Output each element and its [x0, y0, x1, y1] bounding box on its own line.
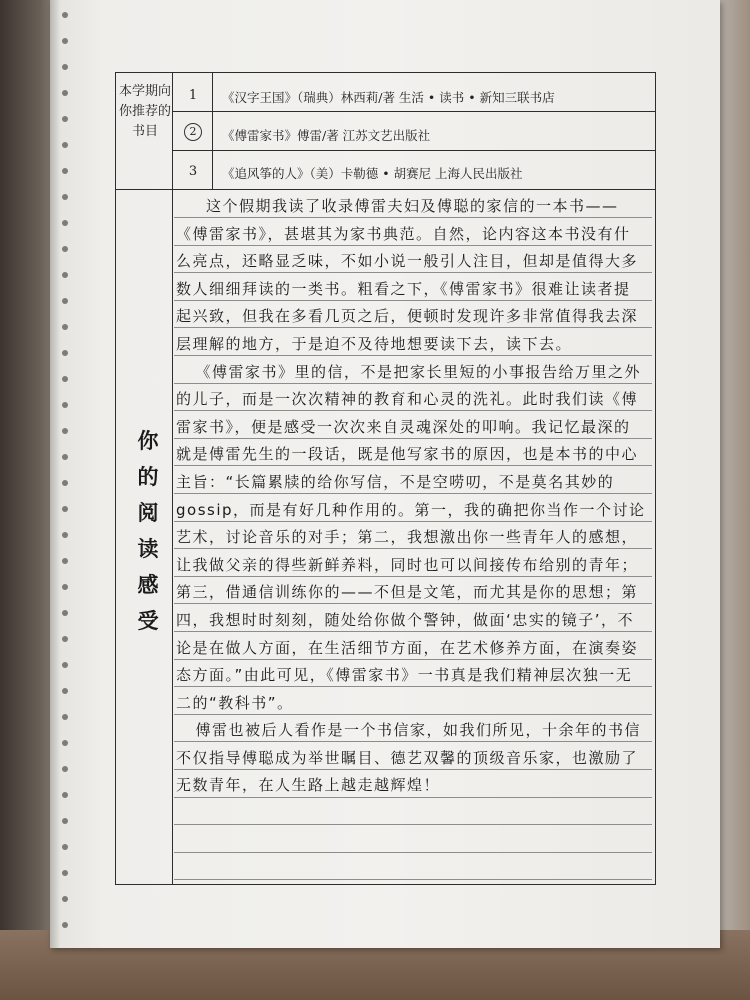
table-left-border	[115, 72, 116, 885]
binding-hole	[62, 246, 68, 252]
binding-hole	[62, 454, 68, 460]
binding-hole	[62, 688, 68, 694]
binding-hole	[62, 350, 68, 356]
binding-hole	[62, 532, 68, 538]
binding-hole	[62, 480, 68, 486]
row-divider-1	[172, 111, 655, 112]
binding-hole	[62, 116, 68, 122]
binding-hole	[62, 870, 68, 876]
essay-paragraph: 《傅雷家书》里的信，不是把家长里短的小事报告给万里之外的儿子，而是一次次精神的教育和心灵的洗礼。此时我们读《傅雷家书》，便是感受一次次来自灵魂深处的叩响。我记忆最深的就是傅雷先生的一段话，既是他写家书的原因，也是本书的中心主旨：“长篇累牍的给你写信，不是空唠叨，不是莫名其妙的gossip，而是有好几种作用的。第一，我的确把你当作一个讨论艺术，讨论音乐的对手；第二，我想激出你一些青年人的感想，让我做父亲的得些新鲜养料，同时也可以间接传布给别的青年；第三，借通信训练你的——不但是文笔，而尤其是你的思想；第四，我想时时刻刻，随处给你做个警钟，做面‘忠实的镜子’，不论是在做人方面，在生活细节方面，在艺术修养方面，在演奏姿态方面。”由此可见，《傅雷家书》一书真是我们精神层次独一无二的“教科书”。	[176, 362, 646, 712]
binding-hole	[62, 506, 68, 512]
binding-hole	[62, 168, 68, 174]
reading-essay	[176, 193, 646, 800]
book-number: 1	[188, 88, 198, 103]
label-char: 阅	[137, 501, 159, 525]
binding-hole	[62, 90, 68, 96]
label-char: 感	[137, 573, 159, 597]
binding-hole	[62, 324, 68, 330]
row-divider-2	[172, 150, 655, 151]
book-entry: 《追风筝的人》（美）卡勒德 • 胡赛尼 上海人民出版社	[222, 166, 523, 181]
binding-hole	[62, 220, 68, 226]
binding-hole	[62, 376, 68, 382]
essay-paragraph: 这个假期我读了收录傅雷夫妇及傅聪的家信的一本书——《傅雷家书》，甚堪其为家书典范。自然，论内容这本书没有什么亮点，还略显乏味，不如小说一般引人注目，但却是值得大多数人细细拜读的一类书。粗看之下，《傅雷家书》很难让读者提起兴致，但我在多看几页之后，便顿时发现许多非常值得我去深层理解的地方，于是迫不及待地想要读下去，读下去。	[176, 197, 639, 353]
binding-hole	[62, 428, 68, 434]
binding-hole	[62, 38, 68, 44]
label-char: 读	[137, 537, 159, 561]
binding-hole	[62, 922, 68, 928]
binding-hole	[62, 298, 68, 304]
ruled-line	[174, 824, 652, 825]
binding-hole	[62, 636, 68, 642]
book-number-circled	[176, 123, 210, 141]
binding-spine	[50, 0, 60, 948]
label-char: 的	[137, 465, 159, 489]
binding-hole	[62, 142, 68, 148]
binding-hole	[62, 584, 68, 590]
binding-hole	[62, 64, 68, 70]
binding-hole	[62, 844, 68, 850]
book-entry: 《傅雷家书》傅雷/著 江苏文艺出版社	[222, 128, 431, 143]
table-top-border	[115, 72, 655, 73]
number-column-divider	[212, 72, 213, 189]
binding-hole	[62, 792, 68, 798]
essay-paragraph: 傅雷也被后人看作是一个书信家，如我们所见，十余年的书信不仅指导傅聪成为举世瞩目、德艺双馨的顶级音乐家，也激励了无数青年，在人生路上越走越辉煌！	[176, 721, 642, 795]
binding-hole	[62, 402, 68, 408]
label-char: 你	[137, 429, 159, 453]
book-number: 3	[188, 164, 198, 179]
binding-hole	[62, 194, 68, 200]
binding-hole	[62, 662, 68, 668]
book-entry: 《汉字王国》（瑞典）林西莉/著 生活 • 读书 • 新知三联书店	[222, 90, 555, 105]
table-bottom-border	[115, 884, 655, 885]
binding-hole	[62, 896, 68, 902]
binding-hole	[62, 558, 68, 564]
binding-hole	[62, 766, 68, 772]
binding-hole	[62, 818, 68, 824]
circled-number: 2	[184, 123, 202, 141]
binding-hole	[62, 272, 68, 278]
label-column-divider	[172, 72, 173, 885]
binding-hole	[62, 12, 68, 18]
ruled-line	[174, 879, 652, 880]
binding-holes	[62, 0, 72, 948]
binding-hole	[62, 740, 68, 746]
label-char: 受	[137, 609, 159, 633]
ruled-line	[174, 852, 652, 853]
binding-hole	[62, 714, 68, 720]
section-divider	[115, 189, 655, 190]
reading-feeling-label	[128, 425, 168, 641]
table-right-border	[655, 72, 656, 885]
recommended-books-label: 本学期向你推荐的书目	[118, 84, 171, 139]
binding-hole	[62, 610, 68, 616]
desk-right	[715, 0, 750, 1000]
